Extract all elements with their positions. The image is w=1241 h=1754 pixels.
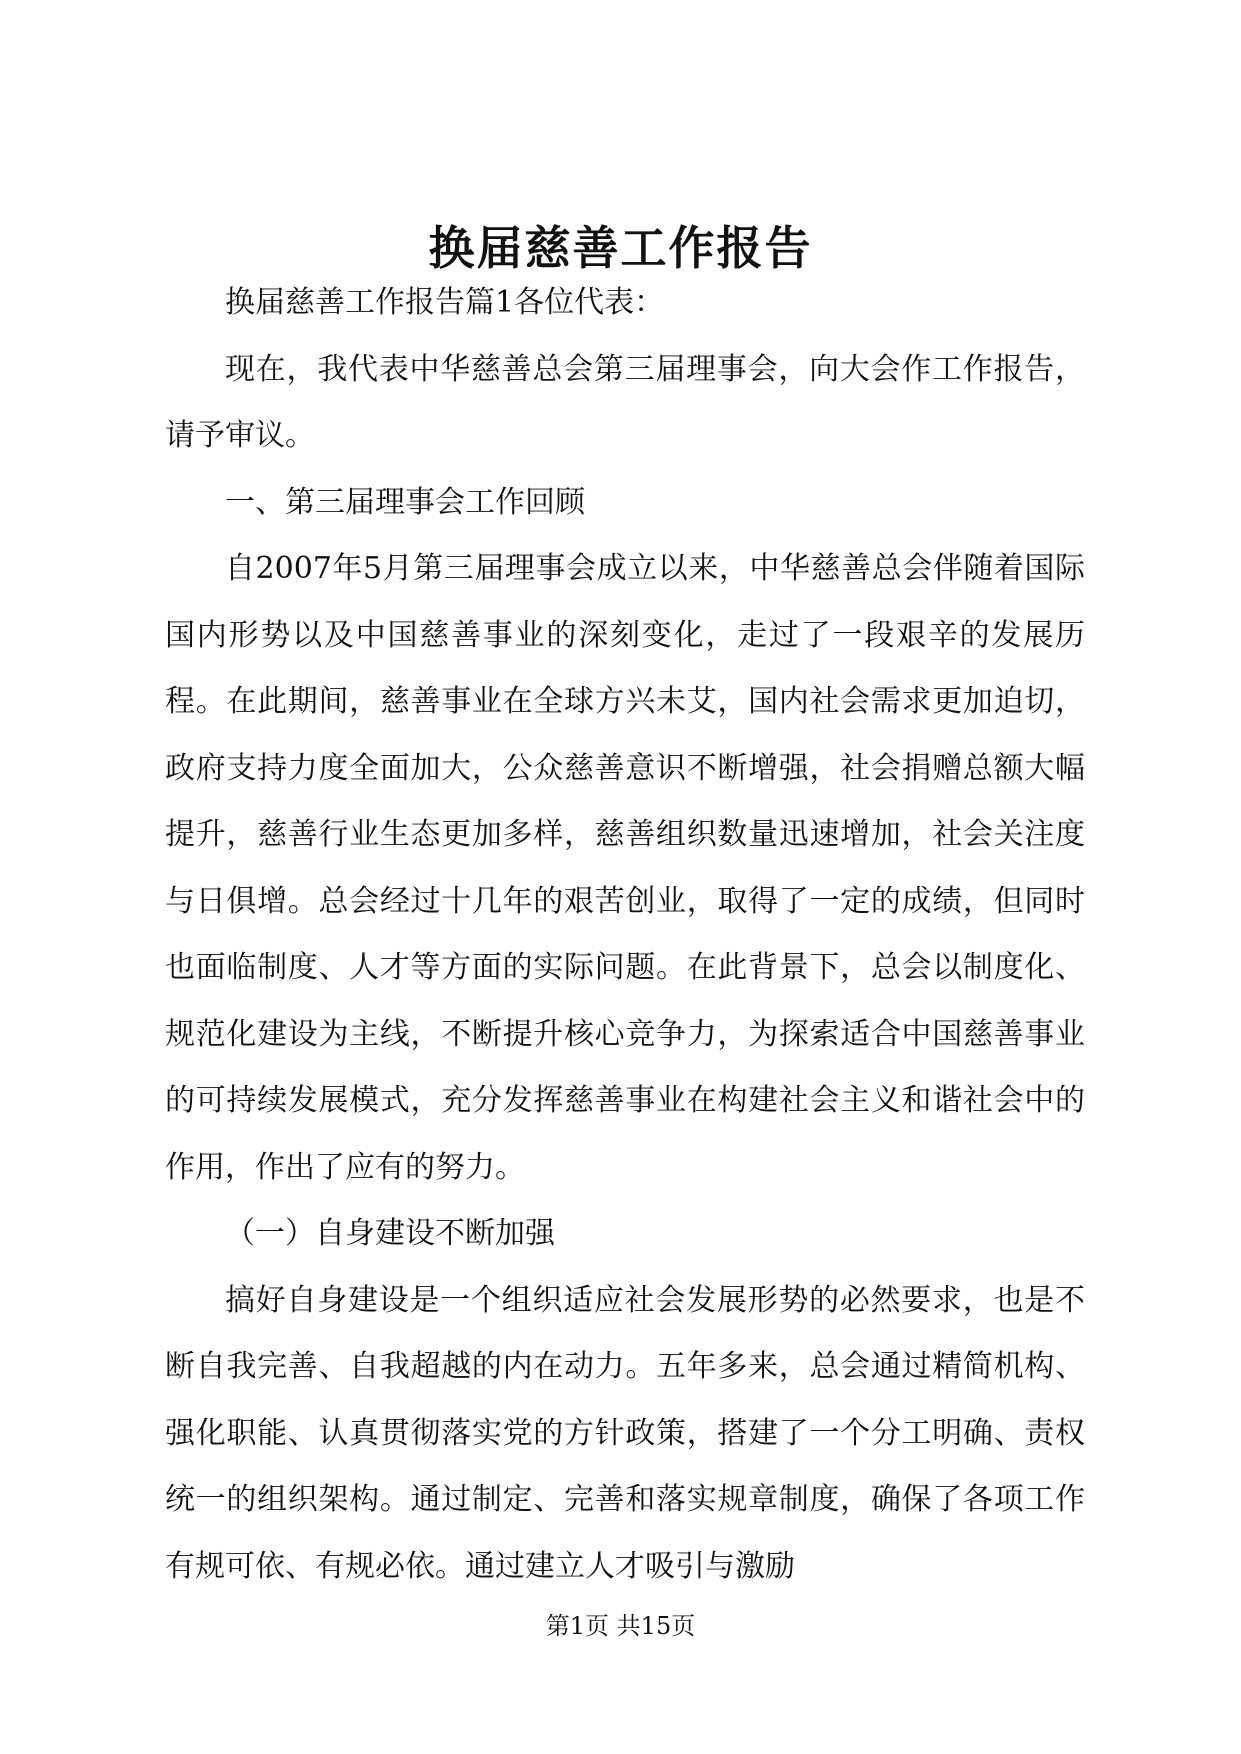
section-heading: 一、第三届理事会工作回顾 (225, 484, 585, 520)
document-body (165, 270, 1085, 1600)
paragraph-intro: 现在，我代表中华慈善总会第三届理事会，向大会作工作报告，请予审议。 (165, 351, 1085, 453)
paragraph-review: 自2007年5月第三届理事会成立以来，中华慈善总会伴随着国际国内形势以及中国慈善事业的深刻变化，走过了一段艰辛的发展历程。在此期间，慈善事业在全球方兴未艾，国内社会需求更加迫切，政府支持力度全面加大，公众慈善意识不断增强，社会捐赠总额大幅提升，慈善行业生态更加多样，慈善组织数量迅速增加，社会关注度与日俱增。总会经过十几年的艰苦创业，取得了一定的成绩，但同时也面临制度、人才等方面的实际问题。在此背景下，总会以制度化、规范化建设为主线，不断提升核心竞争力，为探索适合中国慈善事业的可持续发展模式，充分发挥慈善事业在构建社会主义和谐社会中的作用，作出了应有的努力。 (165, 551, 1085, 1185)
subsection-heading: （一）自身建设不断加强 (225, 1216, 555, 1251)
page-number: 第1页 共15页 (545, 1612, 696, 1640)
paragraph-self-building: 搞好自身建设是一个组织适应社会发展形势的必然要求，也是不断自我完善、自我超越的内在动力。五年多来，总会通过精简机构、强化职能、认真贯彻落实党的方针政策，搭建了一个分工明确、责权统一的组织架构。通过制定、完善和落实规章制度，确保了各项工作有规可依、有规必依。通过建立人才吸引与激励 (165, 1282, 1085, 1584)
paragraph-greeting: 换届慈善工作报告篇1各位代表： (225, 285, 665, 320)
document-title: 换届慈善工作报告 (428, 221, 813, 275)
